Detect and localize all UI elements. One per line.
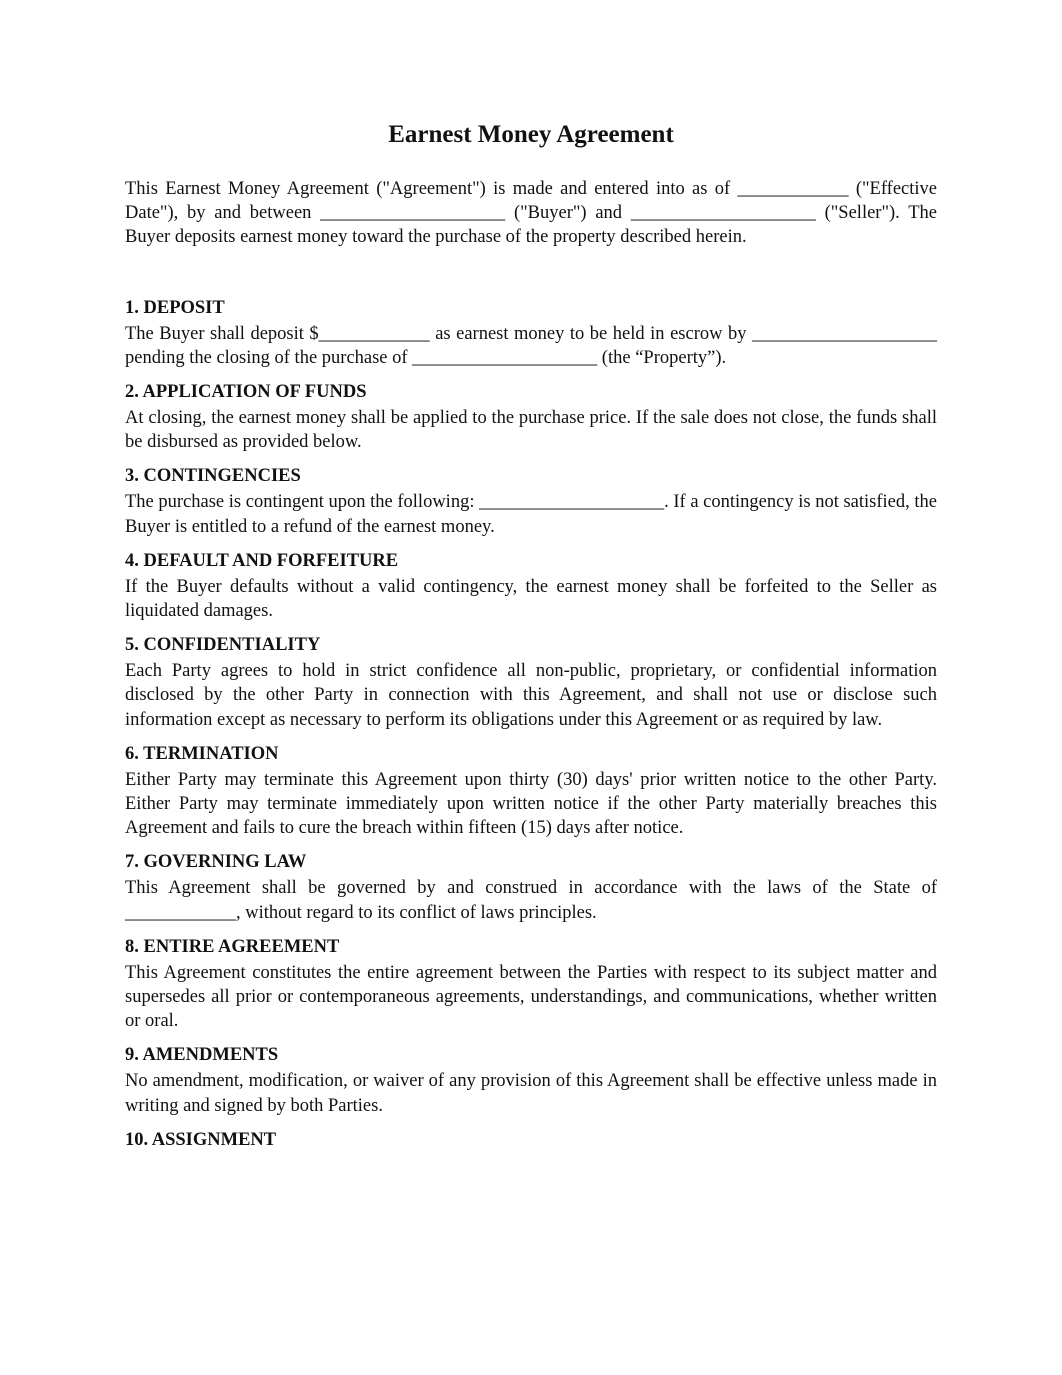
section-application-of-funds bbox=[125, 380, 937, 454]
section-heading: 8. ENTIRE AGREEMENT bbox=[125, 936, 340, 957]
section-body: This Agreement constitutes the entire agreement between the Parties with respect to its subject matter and supersedes all prior or contemporaneous agreements, understandings, and communications, whether written or oral. bbox=[125, 962, 937, 1032]
section-body: The Buyer shall deposit $____________ as earnest money to be held in escrow by ____________________ pending the closing of the purchase of ____________________ (the “Property”). bbox=[125, 323, 937, 368]
section-confidentiality bbox=[125, 633, 937, 732]
document-page bbox=[125, 120, 937, 1162]
section-heading: 7. GOVERNING LAW bbox=[125, 852, 307, 873]
section-body: The purchase is contingent upon the following: ____________________. If a contingency is not satisfied, the Buyer is entitled to a refund of the earnest money. bbox=[125, 492, 937, 537]
section-deposit bbox=[125, 296, 937, 370]
section-assignment bbox=[125, 1128, 937, 1152]
section-heading: 3. CONTINGENCIES bbox=[125, 466, 301, 487]
section-body: At closing, the earnest money shall be applied to the purchase price. If the sale does not close, the funds shall be disbursed as provided below. bbox=[125, 408, 937, 453]
document-title: Earnest Money Agreement bbox=[388, 121, 674, 148]
section-default-and-forfeiture bbox=[125, 549, 937, 623]
section-contingencies bbox=[125, 464, 937, 538]
section-heading: 10. ASSIGNMENT bbox=[125, 1129, 277, 1150]
section-termination bbox=[125, 742, 937, 841]
section-body: This Agreement shall be governed by and construed in accordance with the laws of the State of ____________, without regard to its conflict of laws principles. bbox=[125, 878, 937, 923]
section-heading: 4. DEFAULT AND FORFEITURE bbox=[125, 550, 399, 571]
section-governing-law bbox=[125, 850, 937, 924]
section-body: Either Party may terminate this Agreement upon thirty (30) days' prior written notice to the other Party. Either Party may terminate immediately upon written notice if the other Party materially breaches this Agreement and fails to cure the breach within fifteen (15) days after notice. bbox=[125, 769, 937, 839]
section-heading: 6. TERMINATION bbox=[125, 743, 279, 764]
section-heading: 9. AMENDMENTS bbox=[125, 1045, 279, 1066]
section-heading: 1. DEPOSIT bbox=[125, 297, 225, 318]
section-body: Each Party agrees to hold in strict confidence all non-public, proprietary, or confidential information disclosed by the other Party in connection with this Agreement, and shall not use or disclose such information except as necessary to perform its obligations under this Agreement or as required by law. bbox=[125, 661, 937, 730]
section-body: If the Buyer defaults without a valid contingency, the earnest money shall be forfeited to the Seller as liquidated damages. bbox=[125, 576, 937, 622]
intro-paragraph: This Earnest Money Agreement ("Agreement") is made and entered into as of ____________ ("Effective Date"), by and between ____________________ ("Buyer") and ____________________ ("Seller"). The Buyer deposits earnest money toward the purchase of the property described herein. bbox=[125, 179, 937, 248]
section-body: No amendment, modification, or waiver of any provision of this Agreement shall be effective unless made in writing and signed by both Parties. bbox=[125, 1071, 937, 1116]
section-heading: 5. CONFIDENTIALITY bbox=[125, 635, 321, 656]
section-heading: 2. APPLICATION OF FUNDS bbox=[125, 382, 367, 403]
section-amendments bbox=[125, 1043, 937, 1117]
section-entire-agreement bbox=[125, 935, 937, 1034]
